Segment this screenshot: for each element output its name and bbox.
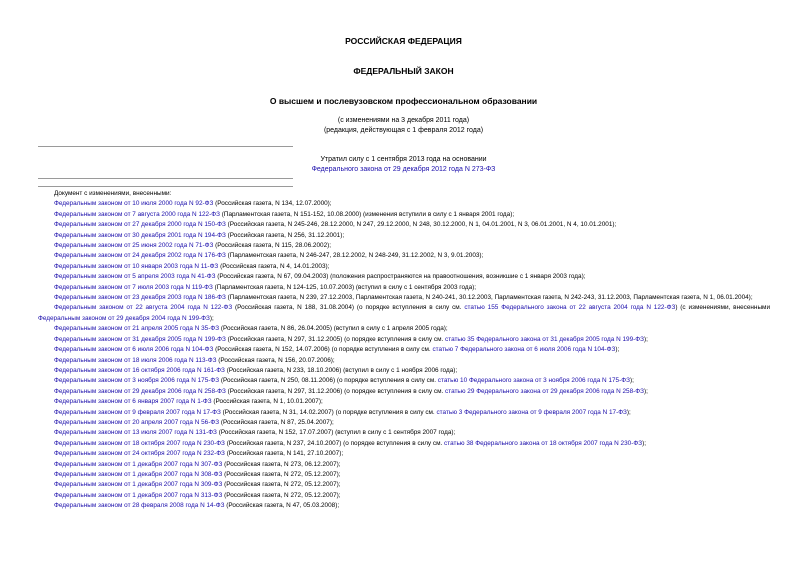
amendment-source: (Российская газета, N 152, 14.07.2006) (о порядке вступления в силу см. (213, 346, 433, 354)
amendment-link[interactable]: Федеральным законом от 10 января 2003 года N 11-ФЗ (54, 262, 219, 270)
amendment-source: (Российская газета, N 188, 31.08.2004) (о порядке вступления в силу см. (232, 304, 465, 312)
amendment-source: (Российская газета, N 47, 05.03.2008); (224, 502, 340, 510)
list-item (38, 397, 770, 407)
list-item (38, 480, 770, 490)
amendment-link[interactable]: Федеральным законом от 1 декабря 2007 года N 307-ФЗ (54, 460, 223, 468)
amendment-source: (Российская газета, N 152, 17.07.2007) (вступил в силу с 1 сентября 2007 года); (216, 429, 456, 437)
amendment-link[interactable]: Федеральным законом от 18 июля 2006 года N 113-ФЗ (54, 356, 217, 364)
amendment-note: ); (209, 314, 214, 322)
amendment-source: (Российская газета, N 250, 08.11.2006) (о порядке вступления в силу см. (219, 377, 438, 385)
amendment-note: ); (644, 335, 648, 343)
amendment-link[interactable]: Федеральным законом от 10 июля 2000 года N 92-ФЗ (54, 200, 214, 208)
amendment-link[interactable]: Федеральным законом от 1 декабря 2007 года N 308-ФЗ (54, 470, 223, 478)
amendment-source: (Парламентская газета, N 124-125, 10.07.2003) (вступил в силу с 1 сентября 2003 года); (212, 283, 477, 291)
list-item (38, 199, 770, 209)
law-title: О высшем и послевузовском профессиональном образовании (269, 96, 538, 106)
list-item (38, 460, 770, 470)
amendments-list (38, 189, 770, 512)
amendment-link[interactable]: Федеральным законом от 18 октября 2007 года N 230-ФЗ (54, 439, 225, 447)
amendment-source: (Парламентская газета, N 246-247, 28.12.2002, N 248-249, 31.12.2002, N 3, 9.01.2003); (225, 252, 484, 260)
amendment-link[interactable]: Федеральным законом от 31 декабря 2005 года N 199-ФЗ (54, 335, 226, 343)
list-item (38, 439, 770, 449)
article-link[interactable]: статью 38 Федерального закона от 18 октября 2007 года N 230-ФЗ (444, 439, 643, 447)
amendment-link[interactable]: Федеральным законом от 13 июля 2007 года N 131-ФЗ (54, 429, 217, 437)
list-item (38, 491, 770, 501)
amendment-link[interactable]: Федеральным законом от 6 июля 2006 года N 104-ФЗ (54, 346, 214, 354)
list-item (38, 428, 770, 438)
divider-line (38, 186, 293, 187)
list-item (38, 272, 770, 282)
amendment-source: (Парламентская газета, N 151-152, 10.08.2000) (изменения вступили в силу с 1 января 2001 года); (219, 210, 515, 218)
amendment-source: (Российская газета, N 87, 25.04.2007); (219, 418, 334, 426)
amendment-link[interactable]: Федеральным законом от 24 октября 2007 года N 232-ФЗ (54, 450, 225, 458)
basis-law-link[interactable]: Федерального закона от 29 декабря 2012 года N 273-ФЗ (311, 166, 496, 173)
amendment-link[interactable]: Федеральным законом от 28 февраля 2008 года N 14-ФЗ (54, 502, 225, 510)
amendment-note: ) (с изменениями, внесенными (675, 304, 771, 312)
amendment-link[interactable]: Федеральным законом от 1 декабря 2007 года N 309-ФЗ (54, 481, 223, 489)
law-type-heading: ФЕДЕРАЛЬНЫЙ ЗАКОН (353, 66, 454, 76)
amendment-source: (Российская газета, N 1, 10.01.2007); (211, 398, 323, 406)
amendment-source: (Российская газета, N 134, 12.07.2000); (213, 200, 332, 208)
amendment-link[interactable]: Федеральным законом от 23 декабря 2003 года N 186-ФЗ (54, 294, 226, 302)
amendment-link[interactable]: Федеральным законом от 30 декабря 2001 года N 194-ФЗ (54, 231, 226, 239)
amendment-link[interactable]: Федеральным законом от 29 декабря 2006 года N 258-ФЗ (54, 387, 226, 395)
lost-force-basis-link[interactable] (0, 166, 807, 173)
amendment-link[interactable]: Федеральным законом от 16 октября 2006 года N 161-ФЗ (54, 366, 225, 374)
amendment-source: (Российская газета, N 297, 31.12.2006) (о порядке вступления в силу см. (225, 387, 446, 395)
list-item (38, 387, 770, 397)
amendment-note: ); (629, 377, 634, 385)
amendments-heading: Документ с изменениями, внесенными: (54, 190, 172, 197)
article-link[interactable]: статью 29 Федерального закона от 29 декабря 2006 года N 258-ФЗ (445, 387, 644, 395)
list-item (38, 449, 770, 459)
amendment-note: ); (642, 439, 646, 447)
divider-line (38, 146, 293, 147)
amendment-source: (Российская газета, N 115, 28.06.2002); (213, 242, 332, 250)
divider-line (38, 178, 293, 179)
amendment-link[interactable]: Федеральным законом от 5 апреля 2003 года N 41-ФЗ (54, 273, 216, 281)
list-item (38, 303, 770, 324)
list-item (38, 345, 770, 355)
amendment-link[interactable]: Федеральным законом от 25 июня 2002 года N 71-ФЗ (54, 242, 214, 250)
amending-law-link[interactable]: Федеральным законом от 29 декабря 2004 года N 199-ФЗ (38, 314, 210, 322)
amendment-link[interactable]: Федеральным законом от 1 декабря 2007 года N 313-ФЗ (54, 491, 223, 499)
amendment-link[interactable]: Федеральным законом от 7 августа 2000 года N 122-ФЗ (54, 210, 220, 218)
amendment-source: (Российская газета, N 67, 09.04.2003) (положения распространяются на правоотношения, возникшие с 1 января 2003 года); (215, 273, 586, 281)
amendment-source: (Российская газета, N 4, 14.01.2003); (218, 262, 330, 270)
amendment-source: (Российская газета, N 237, 24.10.2007) (о порядке вступления в силу см. (224, 439, 445, 447)
amendment-note: ); (615, 346, 620, 354)
article-link[interactable]: статью 35 Федерального закона от 31 декабря 2005 года N 199-ФЗ (445, 335, 644, 343)
list-item (38, 241, 770, 251)
amendment-note: ); (626, 408, 631, 416)
list-item (38, 251, 770, 261)
amendment-link[interactable]: Федеральным законом от 27 декабря 2000 года N 150-ФЗ (54, 221, 226, 229)
list-item (38, 376, 770, 386)
amendment-source: (Российская газета, N 245-246, 28.12.2000, N 247, 29.12.2000, N 248, 30.12.2000, N 1, 04.01.2001, N 3, 06.01.2001, N 4, 10.01.2001); (225, 221, 617, 229)
amendment-source: (Парламентская газета, N 239, 27.12.2003, Парламентская газета, N 240-241, 30.12.2003, Парламентская газета, N 242-243, 31.12.2003, Парламентская газета, N 1, 06.01.2004); (225, 294, 753, 302)
amendments-note: (с изменениями на 3 декабря 2011 года) (337, 117, 470, 124)
list-item (38, 220, 770, 230)
amendment-link[interactable]: Федеральным законом от 20 апреля 2007 года N 56-ФЗ (54, 418, 220, 426)
amendment-source: (Российская газета, N 86, 26.04.2005) (вступил в силу с 1 апреля 2005 года); (219, 325, 448, 333)
article-link[interactable]: статью 3 Федерального закона от 9 февраля 2007 года N 17-ФЗ (436, 408, 627, 416)
amendment-source: (Российская газета, N 272, 05.12.2007); (222, 481, 341, 489)
amendment-link[interactable]: Федеральным законом от 6 января 2007 года N 1-ФЗ (54, 398, 212, 406)
list-item (38, 335, 770, 345)
amendment-source: (Российская газета, N 297, 31.12.2005) (о порядке вступления в силу см. (225, 335, 446, 343)
amendment-source: (Российская газета, N 272, 05.12.2007); (222, 470, 341, 478)
edition-note: (редакция, действующая с 1 февраля 2012 года) (323, 127, 484, 134)
amendment-link[interactable]: Федеральным законом от 9 февраля 2007 года N 17-ФЗ (54, 408, 221, 416)
article-link[interactable]: статью 155 Федерального закона от 22 августа 2004 года N 122-ФЗ (464, 304, 676, 312)
amendment-source: (Российская газета, N 31, 14.02.2007) (о порядке вступления в силу см. (220, 408, 437, 416)
article-link[interactable]: статью 10 Федерального закона от 3 ноября 2006 года N 175-ФЗ (437, 377, 630, 385)
amendment-link[interactable]: Федеральным законом от 24 декабря 2002 года N 176-ФЗ (54, 252, 226, 260)
list-item (38, 470, 770, 480)
amendment-source: (Российская газета, N 233, 18.10.2006) (вступил в силу с 1 ноября 2006 года); (224, 366, 458, 374)
amendment-source: (Российская газета, N 156, 20.07.2006); (216, 356, 335, 364)
list-item (38, 356, 770, 366)
list-item (38, 408, 770, 418)
amendment-source: (Российская газета, N 141, 27.10.2007); (224, 450, 344, 458)
list-item (38, 418, 770, 428)
list-item (38, 324, 770, 334)
list-item (38, 293, 770, 303)
list-item (38, 366, 770, 376)
amendment-source: (Российская газета, N 272, 05.12.2007); (222, 491, 341, 499)
amendment-source: (Российская газета, N 273, 06.12.2007); (222, 460, 341, 468)
list-item (38, 501, 770, 511)
article-link[interactable]: статью 7 Федерального закона от 6 июля 2006 года N 104-ФЗ (432, 346, 616, 354)
amendment-link[interactable]: Федеральным законом от 21 апреля 2005 года N 35-ФЗ (54, 325, 220, 333)
country-heading: РОССИЙСКАЯ ФЕДЕРАЦИЯ (345, 36, 462, 46)
lost-force-text: Утратил силу с 1 сентября 2013 года на основании (320, 156, 487, 163)
amendment-link[interactable]: Федеральным законом от 7 июля 2003 года N 119-ФЗ (54, 283, 213, 291)
list-item (38, 210, 770, 220)
amendment-link[interactable]: Федеральным законом от 22 августа 2004 года N 122-ФЗ (54, 304, 233, 312)
amendment-note: ); (644, 387, 648, 395)
amendment-link[interactable]: Федеральным законом от 3 ноября 2006 года N 175-ФЗ (54, 377, 220, 385)
list-item (38, 262, 770, 272)
amendment-source: (Российская газета, N 256, 31.12.2001); (225, 231, 345, 239)
list-item (38, 231, 770, 241)
list-item (38, 283, 770, 293)
